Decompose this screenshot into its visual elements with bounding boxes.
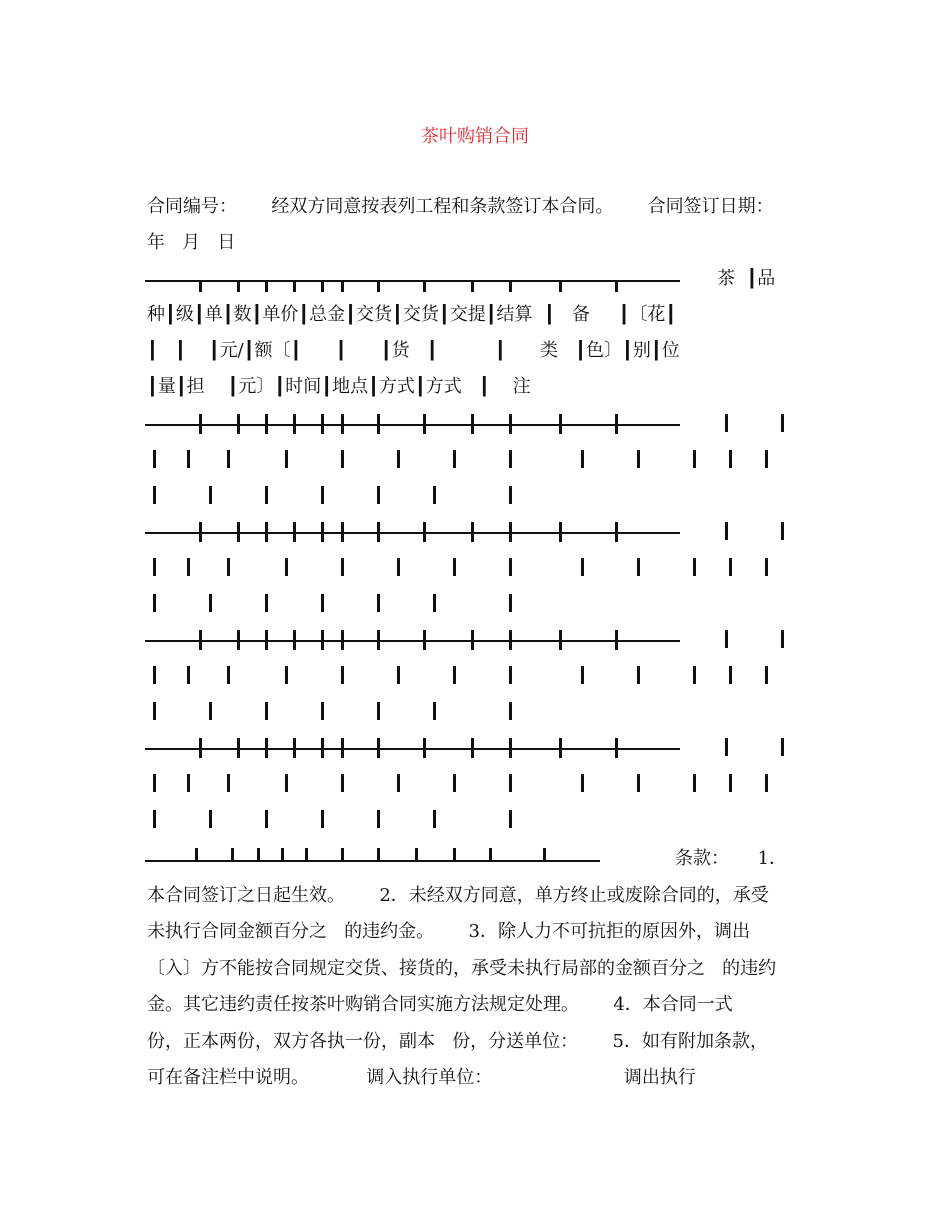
- header-line-1: 合同编号： 经双方同意按表列工程和条款签订本合同。 合同签订日期：: [147, 196, 774, 217]
- clause-line-3: 未执行合同金额百分之 的违约金。 3．除人力不可抗拒的原因外，调出: [147, 921, 750, 942]
- table-header-row-4: ┃量┃担 ┃元〕┃时间┃地点┃方式┃方式 ┃ 注: [147, 376, 531, 397]
- document-title: 茶叶购销合同: [421, 126, 529, 147]
- table-header-row-1: 茶 ┃品: [717, 268, 776, 289]
- table-row-right-bars: [145, 520, 805, 542]
- table-header-row-2: 种┃级┃单┃数┃单价┃总金┃交货┃交货┃交提┃结算 ┃ 备 ┃〔花┃: [147, 304, 677, 325]
- clause-line-5: 金。其它违约责任按茶叶购销合同实施方法规定处理。 4．本合同一式: [147, 994, 733, 1015]
- header-line-2: 年 月 日: [147, 232, 236, 253]
- clause-line-6: 份，正本两份，双方各执一份，副本 份，分送单位： 5．如有附加条款，: [147, 1031, 768, 1052]
- table-row: [145, 484, 805, 506]
- table-row: [145, 592, 805, 614]
- table-top-border: [145, 268, 680, 292]
- table-row-right-bars: [145, 628, 805, 650]
- table-row: [145, 556, 805, 578]
- clauses-heading: 条款： 1．: [675, 848, 788, 869]
- table-row: [145, 664, 805, 686]
- table-row: [145, 808, 805, 830]
- clause-line-7: 可在备注栏中说明。 调入执行单位： 调出执行: [147, 1067, 696, 1088]
- table-row: [145, 700, 805, 722]
- clause-line-2: 本合同签订之日起生效。 2．未经双方同意，单方终止或废除合同的，承受: [147, 885, 769, 906]
- table-row-right-bars: [145, 736, 805, 758]
- table-header-row-3: ┃ ┃ ┃元/┃额〔┃ ┃ ┃货 ┃ ┃ 类 ┃色〕┃别┃位: [147, 340, 680, 361]
- clause-line-4: 〔入〕方不能按合同规定交货、接货的，承受未执行局部的金额百分之 的违约: [147, 958, 777, 979]
- table-bottom-border: [145, 848, 600, 872]
- table-row-right-bars: [145, 412, 805, 434]
- table-row: [145, 448, 805, 470]
- table-row: [145, 772, 805, 794]
